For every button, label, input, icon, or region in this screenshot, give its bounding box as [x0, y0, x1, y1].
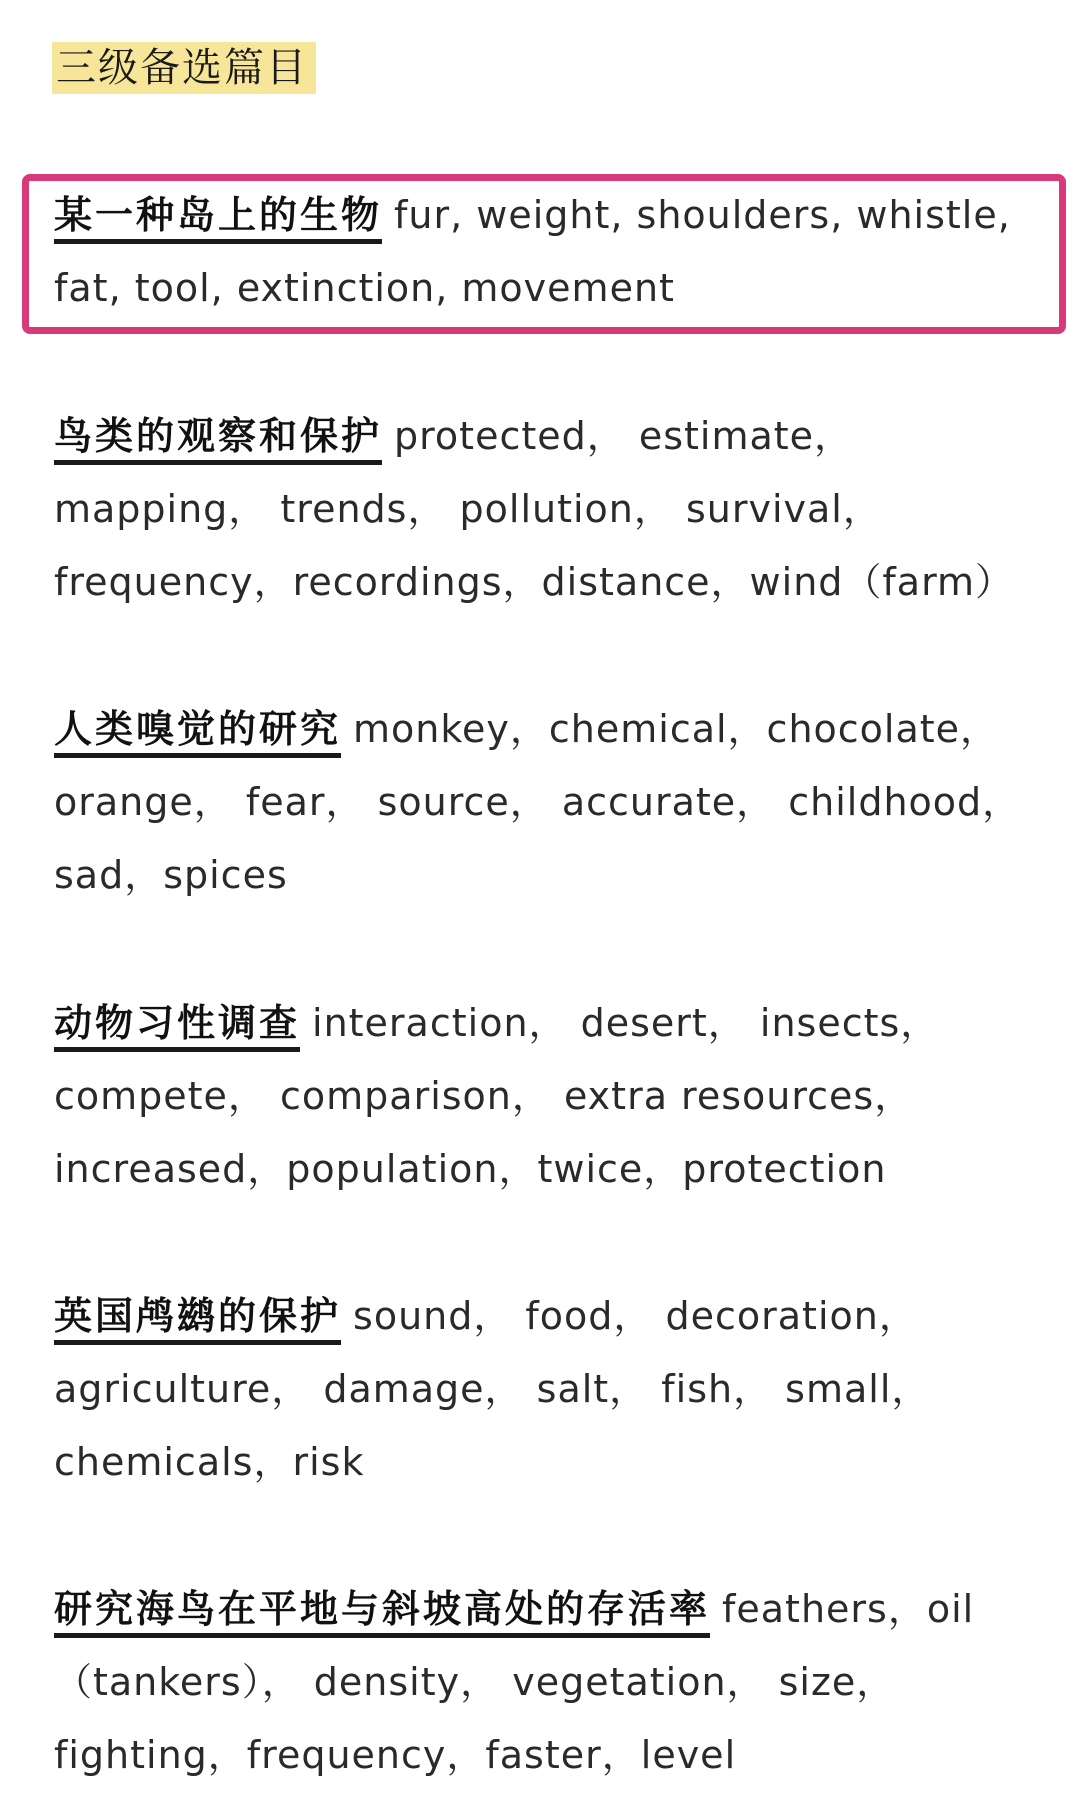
section-words: protected， estimate， mapping， trends， pollution， survival， frequency，recordings，distance，wind（farm） — [54, 414, 1015, 604]
section-topic: 动物习性调查 — [54, 1001, 300, 1052]
page-title: 三级备选篇目 — [52, 42, 316, 94]
section-island-creature — [54, 179, 1024, 325]
section-topic: 人类嗅觉的研究 — [54, 707, 341, 758]
section-words: feathers，oil（tankers）， density， vegetation， size， fighting，frequency，faster，level — [54, 1587, 975, 1777]
section-words: monkey，chemical，chocolate，orange， fear， source， accurate， childhood， sad，spices — [54, 707, 1022, 897]
section-words: fur, weight, shoulders, whistle, fat, tool, extinction, movement — [54, 193, 1011, 310]
section-animal-habits — [54, 987, 1024, 1206]
section-bird-observation — [54, 400, 1024, 619]
section-words: sound， food， decoration， agriculture， damage， salt， fish， small， chemicals，risk — [54, 1294, 931, 1484]
section-words: interaction， desert， insects， compete， comparison， extra resources， increased，population，twice，protection — [54, 1001, 940, 1191]
section-seabird-survival — [54, 1573, 1024, 1792]
section-topic: 鸟类的观察和保护 — [54, 414, 382, 465]
section-topic: 研究海鸟在平地与斜坡高处的存活率 — [54, 1587, 710, 1638]
section-topic: 某一种岛上的生物 — [54, 193, 382, 244]
section-human-smell — [54, 693, 1024, 912]
section-topic: 英国鸬鹚的保护 — [54, 1294, 341, 1345]
section-cormorant — [54, 1280, 1024, 1499]
